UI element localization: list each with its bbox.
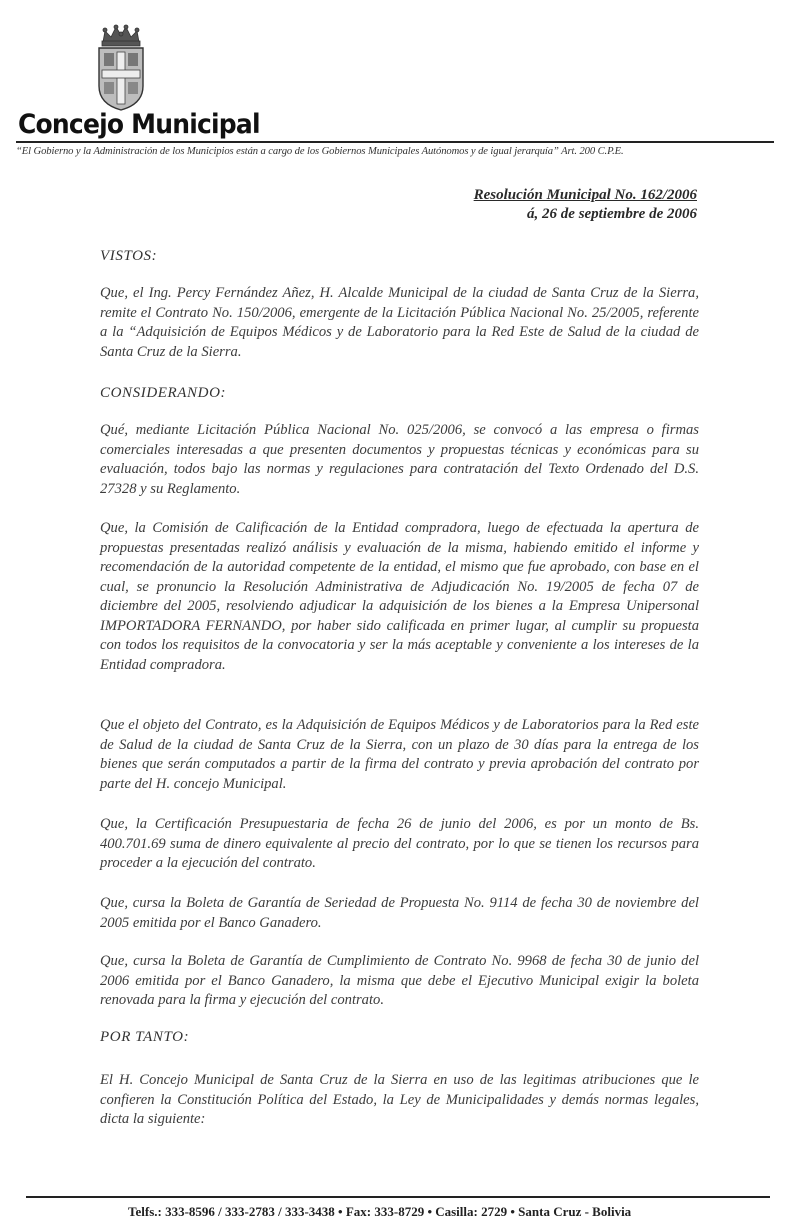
footer-contact-info: Telfs.: 333-8596 / 333-2783 / 333-3438 • Fax: 333-8729 • Casilla: 2729 • Santa Cruz - Bolivia — [128, 1204, 632, 1219]
resolution-date: á, 26 de septiembre de 2006 — [527, 206, 697, 222]
resolution-number: Resolución Municipal No. 162/2006 — [473, 187, 697, 203]
municipal-coat-of-arms — [95, 24, 147, 112]
considerando-paragraph-3: Que el objeto del Contrato, es la Adquisición de Equipos Médicos y de Laboratorios para la Red este de Salud de la ciudad de Santa Cruz de la Sierra, con un plazo de 30 días para la entrega de los bienes que serán computados a partir de la firma del contrato y previa aprobación del contrato por parte del H. concejo Municipal. — [100, 717, 699, 792]
header-divider — [16, 141, 774, 143]
considerando-heading: CONSIDERANDO: — [100, 385, 227, 401]
vistos-paragraph: Que, el Ing. Percy Fernández Añez, H. Alcalde Municipal de la ciudad de Santa Cruz de la Sierra, remite el Contrato No. 150/2006, emergente de la Licitación Pública Nacional No. 25/2005, referente a la “Adquisición de Equipos Médicos y de Laboratorio para la Red Este de Salud de la ciudad de Santa Cruz de la Sierra. — [100, 285, 699, 360]
considerando-paragraph-5: Que, cursa la Boleta de Garantía de Seriedad de Propuesta No. 9114 de fecha 30 de noviembre del 2005 emitida por el Banco Ganadero. — [100, 895, 699, 931]
por-tanto-paragraph: El H. Concejo Municipal de Santa Cruz de la Sierra en uso de las legitimas atribuciones que le confieren la Constitución Política del Estado, la Ley de Municipalidades y demás normas legales, dicta la siguiente: — [100, 1072, 699, 1127]
considerando-paragraph-6: Que, cursa la Boleta de Garantía de Cumplimiento de Contrato No. 9968 de fecha 30 de junio del 2006 emitida por el Banco Ganadero, la misma que debe el Ejecutivo Municipal exigir la boleta renovada para la firma y ejecución del contrato. — [100, 953, 699, 1008]
resolution-block — [474, 186, 697, 224]
constitutional-motto: “El Gobierno y la Administración de los Municipios están a cargo de los Gobiernos Municipales Autónomos y de igual jerarquía” Art. 200 C.P.E. — [16, 146, 624, 157]
considerando-paragraph-4: Que, la Certificación Presupuestaria de fecha 26 de junio del 2006, es por un monto de Bs. 400.701.69 suma de dinero equivalente al precio del contrato, por lo que se tienen los recursos para proceder a la ejecución del contrato. — [100, 816, 699, 871]
crown-icon — [102, 25, 140, 46]
por-tanto-heading: POR TANTO: — [100, 1029, 190, 1045]
footer-divider — [26, 1196, 770, 1198]
shield-icon — [99, 48, 143, 110]
considerando-paragraph-2: Que, la Comisión de Calificación de la Entidad compradora, luego de efectuada la apertura de propuestas presentadas realizó análisis y evaluación de la misma, habiendo emitido el informe y recomendación de la autoridad competente de la entidad, el mismo que fue aprobado, con base en el cual, se pronuncio la Resolución Administrativa de Adjudicación No. 19/2005 de fecha 07 de diciembre del 2005, resolviendo adjudicar la adquisición de los bienes a la Empresa Unipersonal IMPORTADORA FERNANDO, por haber sido calificada en primer lugar, al cumplir su propuesta con todos los requisitos de la convocatoria y ser la más aceptable y conveniente a los intereses de la Entidad compradora. — [100, 520, 699, 673]
vistos-heading: VISTOS: — [100, 248, 158, 264]
organization-name: Concejo Municipal — [18, 108, 260, 140]
considerando-paragraph-1: Qué, mediante Licitación Pública Nacional No. 025/2006, se convocó a las empresa o firmas comerciales interesadas a que presenten documentos y propuestas técnicas y económicas para su evaluación, todos bajo las normas y regulaciones para contratación del Texto Ordenado del D.S. 27328 y su Reglamento. — [100, 422, 699, 497]
